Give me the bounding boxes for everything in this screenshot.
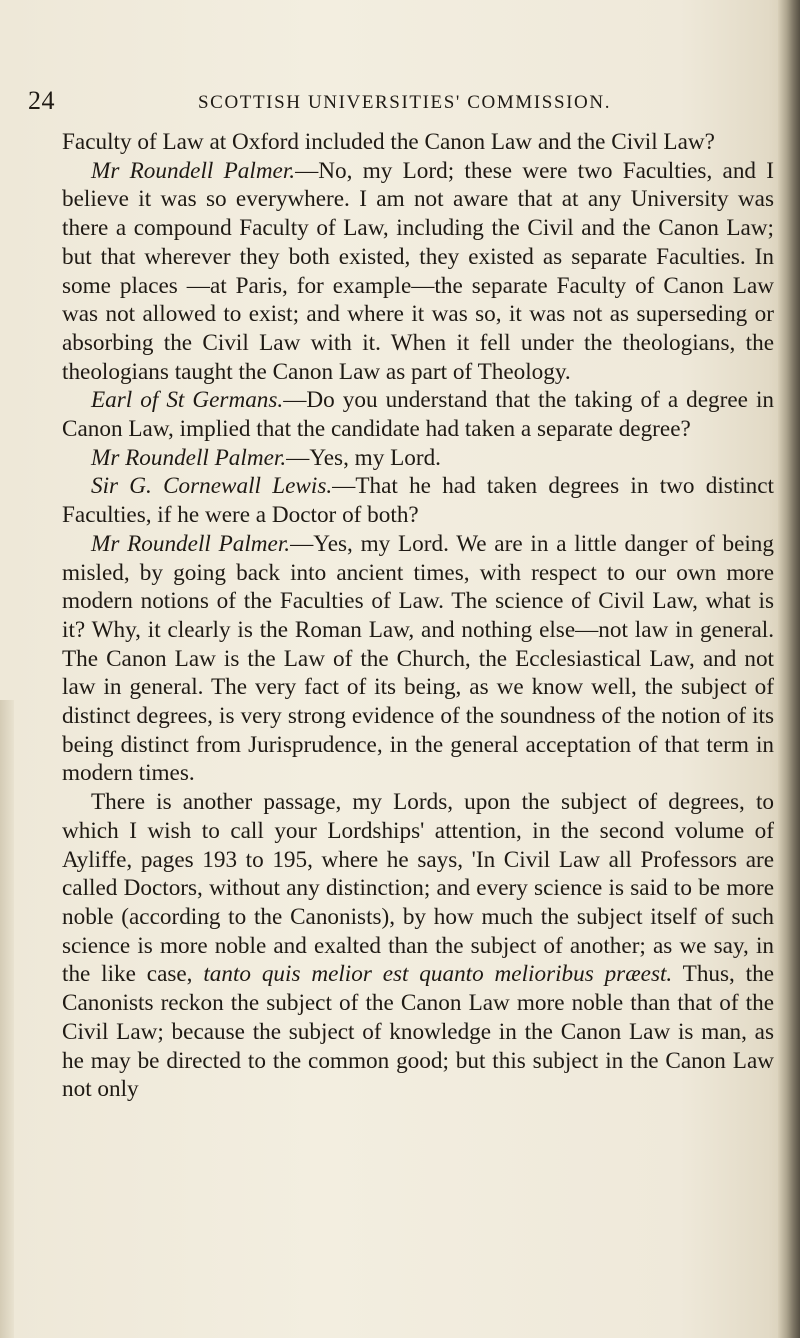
speech-text: —Yes, my Lord. (286, 444, 441, 471)
paragraph-st-germans-question (62, 386, 774, 443)
page-header (28, 86, 768, 116)
paragraph-palmer-answer-2 (62, 444, 774, 473)
speaker-name: Sir G. Cornewall Lewis. (91, 473, 333, 500)
paragraph-ayliffe-passage (62, 788, 774, 1104)
running-head: SCOTTISH UNIVERSITIES' COMMISSION. (198, 92, 612, 113)
paragraph-question-continuation: Faculty of Law at Oxford included the Canon Law and the Civil Law? (62, 129, 715, 155)
speaker-name: Earl of St Germans. (91, 387, 284, 414)
speaker-name: Mr Roundell Palmer. (91, 157, 296, 184)
speech-text: Thus, the Canonists reckon the subject of the Canon Law more noble than that of the Civil Law; because the subject of knowledge in the Canon Law is man, as he may be directed to the common good; but this subject in the Canon Law not only (62, 961, 774, 1103)
speech-text: —No, my Lord; these were two Faculties, and I believe it was so everywhere. I am not aware that at any University was there a compound Faculty of Law, including the Civil and the Canon Law; but that wherever they both existed, they existed as separate Faculties. In some places —at Paris, for example—the separate Faculty of Canon Law was not allowed to exist; and where it was so, it was not as superseding or absorbing the Civil Law with it. When it fell under the theologians, the theologians taught the Canon Law as part of Theology. (62, 157, 775, 385)
book-gutter-shadow (778, 0, 800, 1338)
speech-text: —Yes, my Lord. We are in a little danger of being misled, by going back into ancient times, with respect to our own more modern notions of the Faculties of Law. The science of Civil Law, what is it? Why, it clearly is the Roman Law, and nothing else—not law in general. The Canon Law is the Law of the Church, the Ecclesiastical Law, and not law in general. The very fact of its being, as we know well, the subject of distinct degrees, is very strong evidence of the soundness of the notion of its being distinct from Jurisprudence, in the general acceptation of that term in modern times. (62, 530, 774, 787)
page-left-edge-shadow (0, 700, 14, 1338)
speech-text: There is another passage, my Lords, upon the subject of degrees, to which I wish to call your Lordships' attention, in the second volume of Ayliffe, pages 193 to 195, where he says, 'In Civil Law all Professors are called Doctors, without any distinction; and every science is said to be more noble (according to the Canonists), by how much the subject itself of such science is more noble and exalted than the subject of another; as we say, in the like case, (62, 789, 774, 988)
speaker-name: Mr Roundell Palmer. (91, 444, 287, 471)
body-text (62, 128, 774, 1104)
paragraph-palmer-answer-1 (62, 157, 774, 387)
speaker-name: Mr Roundell Palmer. (91, 530, 291, 557)
paragraph-lewis-question (62, 472, 774, 529)
page-number: 24 (28, 86, 55, 115)
speech-text: —That he had taken degrees in two distinct Faculties, if he were a Doctor of both? (62, 473, 774, 529)
latin-quotation: tanto quis melior est quanto melioribus præest. (203, 961, 673, 988)
paragraph-palmer-answer-3 (62, 530, 774, 788)
speech-text: —Do you understand that the taking of a degree in Canon Law, implied that the candidate had taken a separate degree? (62, 387, 775, 443)
